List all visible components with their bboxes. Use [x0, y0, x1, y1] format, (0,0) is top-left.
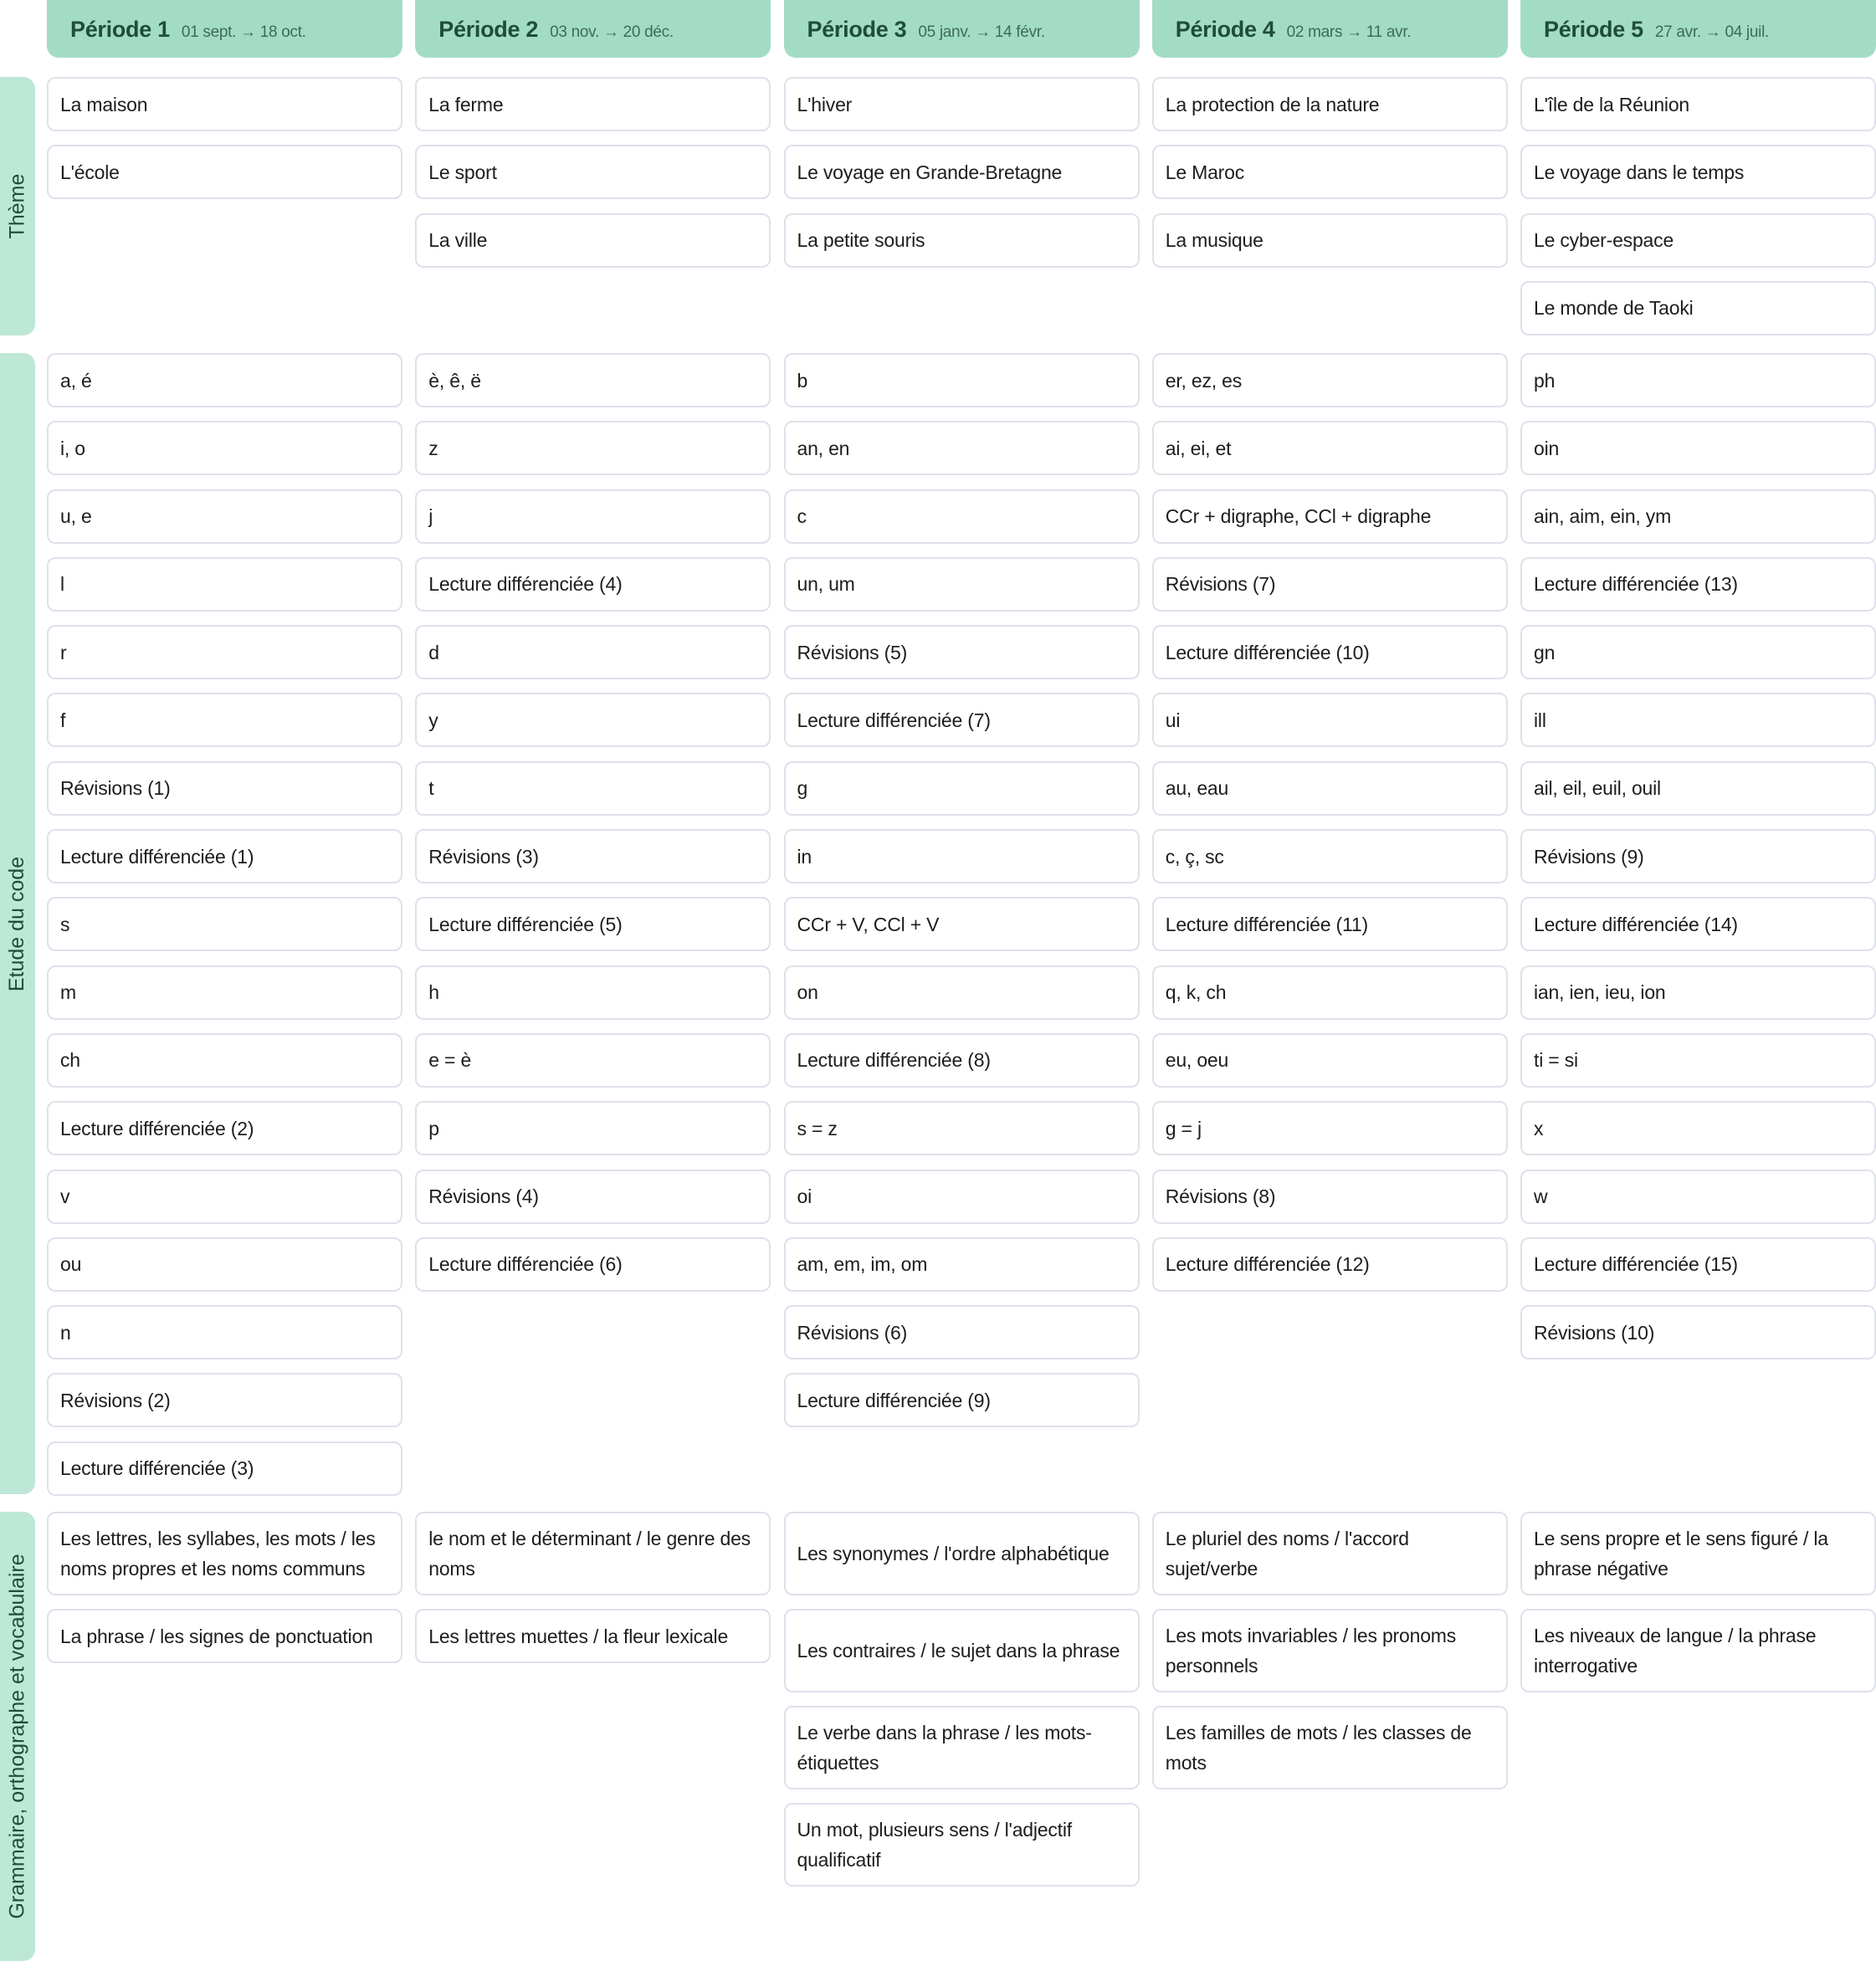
lesson-card[interactable]: La ville [415, 213, 771, 268]
period-dates: 03 nov. → 20 déc. [550, 23, 674, 41]
lesson-card[interactable]: Lecture différenciée (2) [47, 1101, 402, 1155]
lesson-card[interactable]: Le voyage en Grande-Bretagne [784, 145, 1140, 199]
lesson-card[interactable]: Lecture différenciée (6) [415, 1237, 771, 1292]
period-headers [47, 0, 1876, 58]
lesson-card[interactable]: Révisions (7) [1152, 557, 1508, 612]
row-label-text: Grammaire, orthographe et vocabulaire [5, 1554, 29, 1919]
lesson-card[interactable]: Le sens propre et le sens figuré / la phrase négative [1520, 1512, 1876, 1595]
lesson-card[interactable]: n [47, 1305, 402, 1359]
lesson-card[interactable]: Lecture différenciée (11) [1152, 897, 1508, 951]
lesson-card[interactable]: è, ê, ë [415, 353, 771, 407]
lesson-card[interactable]: Les synonymes / l'ordre alphabétique [784, 1512, 1140, 1595]
period-1-column [47, 1512, 402, 1900]
lesson-card[interactable]: h [415, 965, 771, 1020]
lesson-card[interactable]: ail, eil, euil, ouil [1520, 761, 1876, 816]
period-header-4 [1152, 0, 1508, 58]
lesson-card[interactable]: Les niveaux de langue / la phrase interrogative [1520, 1609, 1876, 1692]
lesson-card[interactable]: oi [784, 1170, 1140, 1224]
period-3-column [784, 353, 1140, 1509]
lesson-card[interactable]: Les lettres, les syllabes, les mots / les noms propres et les noms communs [47, 1512, 402, 1595]
lesson-card[interactable]: an, en [784, 421, 1140, 475]
period-header-1 [47, 0, 402, 58]
period-1-column [47, 77, 402, 349]
period-2-column [415, 353, 771, 1509]
row-label-text: Etude du code [5, 856, 29, 991]
lesson-card[interactable]: c [784, 489, 1140, 544]
lesson-card[interactable]: Lecture différenciée (14) [1520, 897, 1876, 951]
lesson-card[interactable]: Révisions (9) [1520, 829, 1876, 883]
grammaire-columns [47, 1512, 1876, 1900]
lesson-card[interactable]: in [784, 829, 1140, 883]
lesson-card[interactable]: e = è [415, 1033, 771, 1088]
row-label-grammaire [0, 1512, 35, 1961]
period-header-5 [1520, 0, 1876, 58]
period-dates: 27 avr. → 04 juil. [1654, 23, 1769, 41]
section-grammaire [0, 1512, 1876, 1961]
lesson-card[interactable]: Lecture différenciée (15) [1520, 1237, 1876, 1292]
lesson-card[interactable]: ch [47, 1033, 402, 1088]
lesson-card[interactable]: Le voyage dans le temps [1520, 145, 1876, 199]
lesson-card[interactable]: La musique [1152, 213, 1508, 268]
lesson-card[interactable]: le nom et le déterminant / le genre des noms [415, 1512, 771, 1595]
lesson-card[interactable]: d [415, 625, 771, 679]
lesson-card[interactable]: ain, aim, ein, ym [1520, 489, 1876, 544]
lesson-card[interactable]: ill [1520, 693, 1876, 747]
lesson-card[interactable]: CCr + V, CCl + V [784, 897, 1140, 951]
period-5-column [1520, 77, 1876, 349]
lesson-card[interactable]: Le sport [415, 145, 771, 199]
section-etude-du-code [0, 353, 1876, 1494]
period-4-column [1152, 353, 1508, 1509]
lesson-card[interactable]: am, em, im, om [784, 1237, 1140, 1292]
lesson-card[interactable]: eu, oeu [1152, 1033, 1508, 1088]
lesson-card[interactable]: p [415, 1101, 771, 1155]
lesson-card[interactable]: Révisions (5) [784, 625, 1140, 679]
etude-columns [47, 353, 1876, 1509]
lesson-card[interactable]: Lecture différenciée (1) [47, 829, 402, 883]
period-header-2 [415, 0, 771, 58]
lesson-card[interactable]: Révisions (6) [784, 1305, 1140, 1359]
period-3-column [784, 1512, 1140, 1900]
period-dates: 05 janv. → 14 févr. [918, 23, 1045, 41]
lesson-card[interactable]: z [415, 421, 771, 475]
lesson-card[interactable]: Le cyber-espace [1520, 213, 1876, 268]
lesson-card[interactable]: Le verbe dans la phrase / les mots-étiquettes [784, 1706, 1140, 1789]
lesson-card[interactable]: v [47, 1170, 402, 1224]
lesson-card[interactable]: s = z [784, 1101, 1140, 1155]
lesson-card[interactable]: f [47, 693, 402, 747]
lesson-card[interactable]: Lecture différenciée (3) [47, 1441, 402, 1496]
period-header-3 [784, 0, 1140, 58]
period-title: Période 3 [807, 17, 907, 42]
period-title: Période 5 [1544, 17, 1643, 42]
row-label-theme [0, 77, 35, 335]
lesson-card[interactable]: Révisions (3) [415, 829, 771, 883]
period-title: Période 1 [70, 17, 170, 42]
lesson-card[interactable]: La ferme [415, 77, 771, 131]
period-title: Période 2 [438, 17, 539, 42]
row-label-text: Thème [5, 173, 29, 239]
period-title: Période 4 [1175, 17, 1275, 42]
lesson-card[interactable]: ti = si [1520, 1033, 1876, 1088]
lesson-card[interactable]: l [47, 557, 402, 612]
period-4-column [1152, 77, 1508, 349]
lesson-card[interactable]: Révisions (8) [1152, 1170, 1508, 1224]
lesson-card[interactable]: a, é [47, 353, 402, 407]
lesson-card[interactable]: on [784, 965, 1140, 1020]
lesson-card[interactable]: Les contraires / le sujet dans la phrase [784, 1609, 1140, 1692]
lesson-card[interactable]: i, o [47, 421, 402, 475]
lesson-card[interactable]: r [47, 625, 402, 679]
lesson-card[interactable]: au, eau [1152, 761, 1508, 816]
lesson-card[interactable]: Lecture différenciée (12) [1152, 1237, 1508, 1292]
theme-columns [47, 77, 1876, 349]
period-1-column [47, 353, 402, 1509]
lesson-card[interactable]: s [47, 897, 402, 951]
period-2-column [415, 77, 771, 349]
period-dates: 02 mars → 11 avr. [1286, 23, 1412, 41]
lesson-card[interactable]: Le monde de Taoki [1520, 281, 1876, 335]
lesson-card[interactable]: L'hiver [784, 77, 1140, 131]
lesson-card[interactable]: ui [1152, 693, 1508, 747]
lesson-card[interactable]: L'école [47, 145, 402, 199]
lesson-card[interactable]: Révisions (2) [47, 1373, 402, 1427]
lesson-card[interactable]: Lecture différenciée (10) [1152, 625, 1508, 679]
section-theme [0, 77, 1876, 335]
lesson-card[interactable]: ai, ei, et [1152, 421, 1508, 475]
lesson-card[interactable]: La phrase / les signes de ponctuation [47, 1609, 402, 1663]
lesson-card[interactable]: Lecture différenciée (13) [1520, 557, 1876, 612]
lesson-card[interactable]: x [1520, 1101, 1876, 1155]
lesson-card[interactable]: b [784, 353, 1140, 407]
lesson-card[interactable]: La maison [47, 77, 402, 131]
lesson-card[interactable]: Le Maroc [1152, 145, 1508, 199]
lesson-card[interactable]: La petite souris [784, 213, 1140, 268]
lesson-card[interactable]: CCr + digraphe, CCl + digraphe [1152, 489, 1508, 544]
lesson-card[interactable]: un, um [784, 557, 1140, 612]
period-dates: 01 sept. → 18 oct. [181, 23, 306, 41]
lesson-card[interactable]: w [1520, 1170, 1876, 1224]
lesson-card[interactable]: m [47, 965, 402, 1020]
lesson-card[interactable]: ph [1520, 353, 1876, 407]
lesson-card[interactable]: g = j [1152, 1101, 1508, 1155]
period-3-column [784, 77, 1140, 349]
lesson-card[interactable]: g [784, 761, 1140, 816]
lesson-card[interactable]: y [415, 693, 771, 747]
lesson-card[interactable]: q, k, ch [1152, 965, 1508, 1020]
lesson-card[interactable]: u, e [47, 489, 402, 544]
lesson-card[interactable]: Lecture différenciée (9) [784, 1373, 1140, 1427]
lesson-card[interactable]: Lecture différenciée (4) [415, 557, 771, 612]
lesson-card[interactable]: L'île de la Réunion [1520, 77, 1876, 131]
lesson-card[interactable]: Le pluriel des noms / l'accord sujet/verbe [1152, 1512, 1508, 1595]
lesson-card[interactable]: Révisions (4) [415, 1170, 771, 1224]
lesson-card[interactable]: La protection de la nature [1152, 77, 1508, 131]
lesson-card[interactable]: Lecture différenciée (5) [415, 897, 771, 951]
lesson-card[interactable]: er, ez, es [1152, 353, 1508, 407]
lesson-card[interactable]: oin [1520, 421, 1876, 475]
lesson-card[interactable]: Les mots invariables / les pronoms personnels [1152, 1609, 1508, 1692]
lesson-card[interactable]: Révisions (1) [47, 761, 402, 816]
row-label-etude-du-code [0, 353, 35, 1494]
lesson-card[interactable]: gn [1520, 625, 1876, 679]
lesson-card[interactable]: j [415, 489, 771, 544]
period-2-column [415, 1512, 771, 1900]
lesson-card[interactable]: ou [47, 1237, 402, 1292]
lesson-card[interactable]: Lecture différenciée (8) [784, 1033, 1140, 1088]
period-4-column [1152, 1512, 1508, 1900]
lesson-card[interactable]: t [415, 761, 771, 816]
lesson-card[interactable]: c, ç, sc [1152, 829, 1508, 883]
lesson-card[interactable]: ian, ien, ieu, ion [1520, 965, 1876, 1020]
period-5-column [1520, 353, 1876, 1509]
lesson-card[interactable]: Révisions (10) [1520, 1305, 1876, 1359]
lesson-card[interactable]: Un mot, plusieurs sens / l'adjectif qualificatif [784, 1803, 1140, 1887]
period-5-column [1520, 1512, 1876, 1900]
lesson-card[interactable]: Les familles de mots / les classes de mots [1152, 1706, 1508, 1789]
lesson-card[interactable]: Les lettres muettes / la fleur lexicale [415, 1609, 771, 1663]
lesson-card[interactable]: Lecture différenciée (7) [784, 693, 1140, 747]
